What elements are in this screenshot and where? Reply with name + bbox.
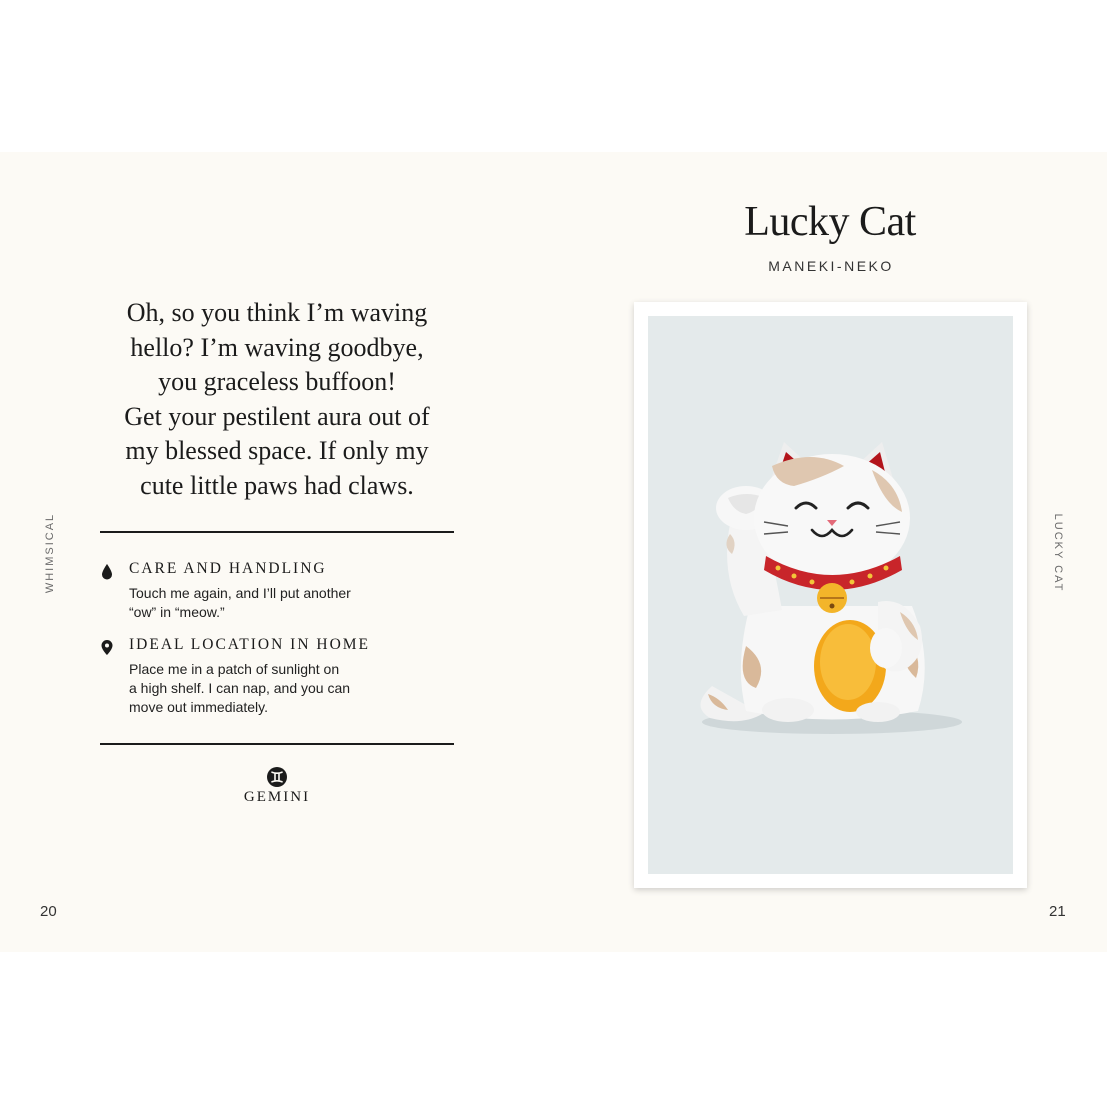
quote-line: Oh, so you think I’m waving	[126, 298, 428, 327]
quote-text	[100, 296, 454, 503]
quote-line: you graceless buffoon!	[158, 367, 396, 396]
care-line: Touch me again, and I’ll put another	[129, 585, 351, 601]
page-subtitle: MANEKI-NEKO	[768, 258, 894, 274]
location-line: move out immediately.	[129, 699, 269, 715]
left-side-tab: WHIMSICAL	[44, 512, 56, 594]
map-pin-icon	[100, 639, 114, 657]
gemini-symbol-icon	[267, 767, 287, 787]
location-heading: IDEAL LOCATION IN HOME	[129, 636, 371, 653]
bottom-divider	[100, 743, 454, 745]
page-number-right: 21	[1049, 903, 1066, 920]
care-line: “ow” in “meow.”	[129, 604, 225, 620]
location-text	[129, 660, 419, 717]
quote-line: Get your pestilent aura out of	[124, 401, 430, 431]
quote-line: hello? I’m waving goodbye,	[130, 332, 424, 362]
care-text	[129, 584, 419, 622]
zodiac-sign-label: GEMINI	[243, 789, 311, 805]
illustration-background	[648, 316, 1013, 874]
location-line: a high shelf. I can nap, and you can	[129, 680, 351, 696]
right-side-tab: LUCKY CAT	[1052, 513, 1064, 593]
care-heading: CARE AND HANDLING	[129, 560, 327, 577]
location-line: Place me in a patch of sunlight on	[129, 661, 340, 677]
maneki-neko-cat-illustration	[672, 426, 992, 746]
illustration-card	[634, 302, 1027, 888]
top-divider	[100, 531, 454, 533]
quote-line: cute little paws had claws.	[140, 470, 414, 500]
water-drop-icon	[100, 563, 114, 581]
quote-line: my blessed space. If only my	[125, 436, 429, 465]
page-title: Lucky Cat	[744, 199, 916, 245]
page-number-left: 20	[40, 903, 57, 920]
